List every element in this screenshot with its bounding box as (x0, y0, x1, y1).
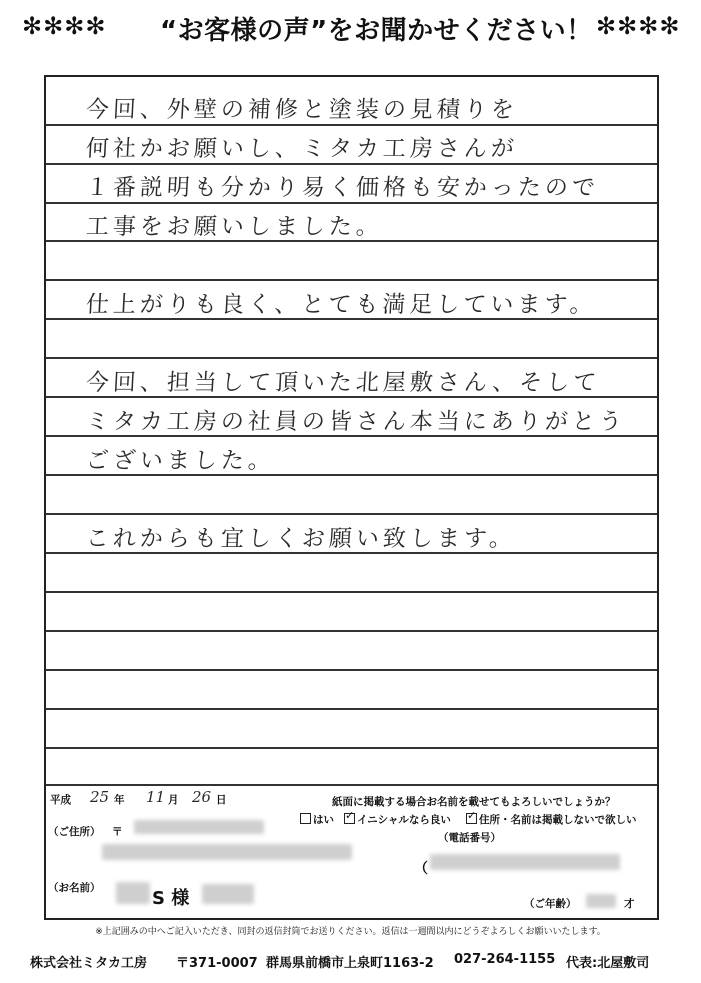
company-address: 群馬県前橋市上泉町1163-2 (266, 956, 434, 971)
redacted-name (116, 882, 150, 904)
ruled-line (46, 708, 657, 710)
phone-paren: （ (414, 861, 428, 877)
ruled-line (46, 357, 657, 359)
stars-left: ✻✻✻✻ (22, 12, 107, 40)
checked-checkbox-icon (466, 813, 477, 824)
address-label: （ご住所） (48, 826, 101, 838)
option-yes[interactable]: はい (300, 812, 334, 827)
month-value: 11 (146, 788, 166, 806)
ruled-line (46, 202, 657, 204)
message-line: 工事をお願いしました。 (85, 214, 384, 240)
redacted-age (586, 894, 616, 908)
page-header (0, 8, 701, 48)
name-label: （お名前） (48, 882, 101, 894)
message-line: １番説明も分かり易く価格も安かったので (85, 175, 600, 201)
stars-right: ✻✻✻✻ (596, 12, 681, 40)
company-name: 株式会社ミタカ工房 (30, 956, 148, 971)
age-unit: 才 (624, 898, 635, 910)
year-value: 25 (90, 788, 110, 806)
era-label: 平成 (50, 794, 71, 806)
message-line: 今回、外壁の補修と塗装の見積りを (85, 97, 519, 123)
ruled-line (46, 747, 657, 749)
message-line: 今回、担当して頂いた北屋敷さん、そして (85, 370, 601, 396)
redacted-phone (430, 854, 620, 870)
redacted-postal (134, 820, 264, 834)
comment-sheet (44, 75, 659, 920)
day-label: 日 (216, 794, 227, 806)
return-note: ※上記囲みの中へご記入いただき、同封の返信封筒でお送りください。返信は一週間以内にどうぞよろしくお願いいたします。 (95, 927, 606, 937)
message-line: ミタカ工房の社員の皆さん本当にありがとう (85, 409, 627, 435)
ruled-line (46, 669, 657, 671)
message-line: これからも宜しくお願い致します。 (85, 526, 517, 552)
company-postal: 〒371-0007 (176, 956, 258, 971)
ruled-line (46, 591, 657, 593)
redacted-address (102, 844, 352, 860)
postal-mark: 〒 (112, 826, 123, 838)
message-line: 何社かお願いし、ミタカ工房さんが (85, 136, 519, 162)
ruled-line (46, 163, 657, 165)
month-label: 月 (168, 794, 179, 806)
message-line: ございました。 (85, 448, 276, 474)
ruled-line (46, 279, 657, 281)
redacted-name-extra (202, 884, 254, 904)
year-label: 年 (114, 794, 125, 806)
checked-checkbox-icon (344, 813, 355, 824)
age-label: （ご年齢） (524, 898, 577, 910)
day-value: 26 (192, 788, 212, 806)
company-phone: 027-264-1155 (454, 952, 556, 967)
company-representative: 代表:北屋敷司 (566, 956, 650, 971)
phone-label: （電話番号） (438, 832, 501, 844)
checkbox-icon (300, 813, 311, 824)
option-no-address[interactable]: ✓ 住所・名前は掲載しないで欲しい (466, 812, 637, 827)
customer-name: S 様 (152, 888, 190, 909)
message-line: 仕上がりも良く、とても満足しています。 (85, 292, 598, 318)
page-title: “お客様の声”をお聞かせください！ (160, 16, 593, 46)
ruled-line (46, 513, 657, 515)
publish-question: 紙面に掲載する場合お名前を載せてもよろしいでしょうか？ (332, 796, 616, 808)
option-initial[interactable]: ✓ イニシャルなら良い (344, 812, 451, 827)
ruled-line (46, 630, 657, 632)
ruled-line (46, 124, 657, 126)
customer-info (46, 784, 657, 918)
